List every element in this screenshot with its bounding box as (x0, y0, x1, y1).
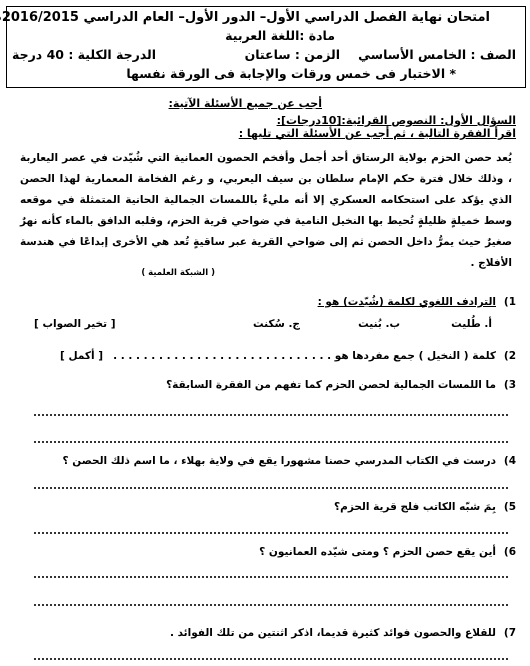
question-1-number: 1) (503, 296, 516, 308)
question-2-tag: [ أكمل ] (60, 350, 104, 362)
total-marks-label: الدرجة الكلية : 40 درجة (12, 47, 157, 62)
question-1-text: الترادف اللغوي لكلمة (شُيّدت) هو : (317, 296, 496, 308)
answer-line[interactable] (34, 604, 508, 606)
question-5-number: 5) (503, 501, 516, 513)
answer-line[interactable] (34, 532, 508, 534)
question-4-text: درست في الكتاب المدرسي حصنا مشهورا يقع في ولاية بهلاء ، ما اسم ذلك الحصن ؟ (62, 455, 496, 467)
question-2-number: 2) (503, 350, 516, 362)
question-4-number: 4) (503, 455, 516, 467)
answer-line[interactable] (34, 414, 508, 416)
section-one-subheading: اقرأ الفقرة التالية ، ثم أجب عن الأسئلة التي تليها : (238, 127, 516, 140)
question-1-tag: [ تخير الصواب ] (34, 318, 116, 330)
question-3-text: ما اللمسات الجمالية لحصن الحزم كما تفهم من الفقرة السابقة؟ (166, 379, 496, 391)
question-5-text: بِمَ شبّه الكاتب فلج قرية الحزم؟ (334, 501, 496, 513)
grade-label: الصف : الخامس الأساسي (358, 47, 516, 62)
question-1-option-a[interactable]: أ. طُليت (451, 318, 492, 330)
exam-title: امتحان نهاية الفصل الدراسي الأول– الدور الأول– العام الدراسي 2016/2015 (1, 10, 490, 25)
instruction-heading: أجب عن جميع الأسئلة الآتية: (168, 97, 322, 110)
question-7-text: للقلاع والحصون فوائد كثيرة قديما، اذكر اثنتين من تلك الفوائد . (169, 627, 496, 639)
answer-line[interactable] (34, 487, 508, 489)
question-2-text[interactable]: كلمة ( النخيل ) جمع مفردها هو . . . . . . . . . . . . . . . . . . . . . . . . . . . . . (113, 350, 496, 362)
time-label: الزمن : ساعتان (244, 47, 340, 62)
answer-line[interactable] (34, 441, 508, 443)
question-6-text: أين يقع حصن الحزم ؟ ومتى شيّده العمانيون ؟ (259, 546, 496, 558)
reading-paragraph: يُعد حصن الحزم بولاية الرستاق أحد أجمل وأفخم الحصون العمانية التي شُيّدت في عصر اليعاربة ، وذلك خلال فترة حكم الإمام سلطان بن سيف اليعربي، و رغم الفخامة المعمارية لهذا الحصن الذي يؤكد على استحكامه العسكري إلا أنه مليءٌ باللمسات الجمالية الحانية المتمثلة في موقعه وسط خميلةٍ ظليلةٍ تُحيط بها النخيل النامية في ضواحي قرية الحزم، وقلبه الدافق بالماء كأنه نهرٌ صغيرٌ حيث يمرُّ داخل الحصن ثم إلى ضواحي القرية عبر ساقيةٍ تُعد هي الأخرى إبداعًا في هندسة الأفلاج . (20, 152, 512, 269)
question-1-option-c[interactable]: ج. سُكنت (252, 318, 300, 330)
exam-note: * الاختبار فى خمس ورقات والإجابة فى الورقة نفسها (126, 66, 456, 81)
subject-label: مادة :اللغة العربية (225, 28, 335, 43)
question-6-number: 6) (503, 546, 516, 558)
section-one-heading: السؤال الأول: النصوص القرائية:[10درجات]: (276, 114, 516, 127)
answer-line[interactable] (34, 576, 508, 578)
question-7-number: 7) (503, 627, 516, 639)
question-3-number: 3) (503, 379, 516, 391)
answer-line[interactable] (34, 658, 508, 660)
paragraph-source: ( الشبكة العلمية ) (141, 268, 215, 278)
question-1-option-b[interactable]: ب. بُنيت (358, 318, 400, 330)
